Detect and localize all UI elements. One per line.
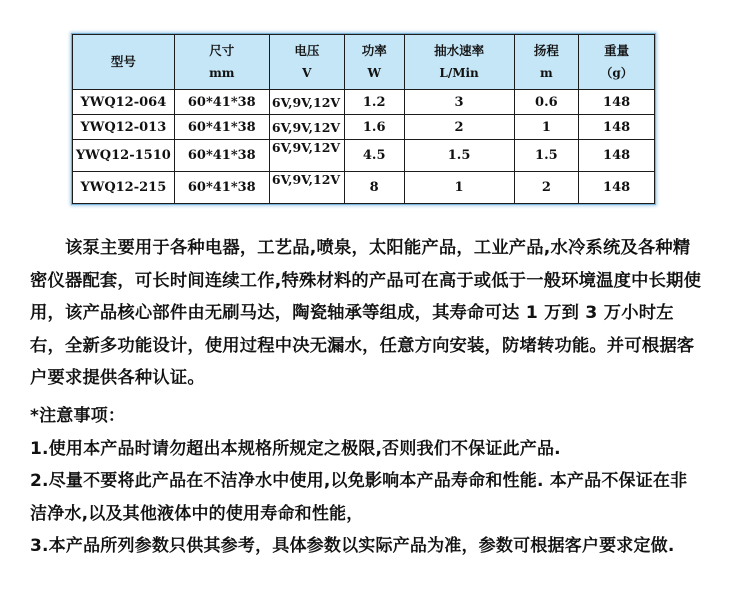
cell-weight: 148 xyxy=(579,90,655,115)
product-description: 该泵主要用于各种电器，工艺品,喷泉，太阳能产品，工业产品,水冷系统及各种精密仪器配套，可长时间连续工作,特殊材料的产品可在高于或低于一般环境温度中长期使用，该产品核心部件由无刷马达，陶瓷轴承等组成，其寿命可达 1 万到 3 万小时左右，全新多功能设计，使用过程中决无漏水，任意方向安装，防堵转功能。并可根据客户要求提供各种认证。 xyxy=(30,238,702,388)
cell-size: 60*41*38 xyxy=(174,90,269,115)
cell-voltage: 6V,9V,12V xyxy=(269,115,344,140)
table-row xyxy=(73,140,655,172)
header-size-unit: mm xyxy=(209,66,235,80)
header-voltage xyxy=(269,35,344,90)
header-weight-label: 重量 xyxy=(604,43,630,58)
note-item: 2.尽量不要将此产品在不洁净水中使用,以免影响本产品寿命和性能. 本产品不保证在非洁净水,以及其他液体中的使用寿命和性能， xyxy=(30,471,688,524)
table-header-row xyxy=(73,35,655,90)
spec-table xyxy=(72,34,655,204)
cell-voltage: 6V,9V,12V xyxy=(269,140,344,172)
cell-power: 1.2 xyxy=(344,90,404,115)
cell-power: 4.5 xyxy=(344,140,404,172)
cell-head: 1 xyxy=(514,115,579,140)
header-power-unit: W xyxy=(367,66,381,80)
table-row xyxy=(73,172,655,204)
cell-model: YWQ12-215 xyxy=(73,172,175,204)
header-power-label: 功率 xyxy=(361,43,387,58)
header-flow-unit: L/Min xyxy=(439,66,479,80)
header-voltage-label: 电压 xyxy=(294,43,320,58)
cell-model: YWQ12-1510 xyxy=(73,140,175,172)
header-size-label: 尺寸 xyxy=(209,43,235,58)
header-weight-unit: （g） xyxy=(600,66,633,80)
header-flow xyxy=(404,35,514,90)
cell-power: 8 xyxy=(344,172,404,204)
header-model-label: 型号 xyxy=(110,54,136,69)
header-head-unit: m xyxy=(540,66,553,80)
header-weight xyxy=(579,35,655,90)
cell-head: 1.5 xyxy=(514,140,579,172)
note-item: 3.本产品所列参数只供其参考，具体参数以实际产品为准，参数可根据客户要求定做. xyxy=(30,536,675,556)
cell-head: 2 xyxy=(514,172,579,204)
cell-weight: 148 xyxy=(579,140,655,172)
cell-flow: 3 xyxy=(404,90,514,115)
notes-section xyxy=(30,400,702,563)
cell-power: 1.6 xyxy=(344,115,404,140)
cell-model: YWQ12-064 xyxy=(73,90,175,115)
cell-flow: 1.5 xyxy=(404,140,514,172)
cell-weight: 148 xyxy=(579,115,655,140)
header-head-label: 扬程 xyxy=(533,43,559,58)
cell-voltage: 6V,9V,12V xyxy=(269,172,344,204)
cell-weight: 148 xyxy=(579,172,655,204)
header-head xyxy=(514,35,579,90)
cell-size: 60*41*38 xyxy=(174,172,269,204)
header-voltage-unit: V xyxy=(302,66,312,80)
cell-flow: 1 xyxy=(404,172,514,204)
cell-model: YWQ12-013 xyxy=(73,115,175,140)
cell-head: 0.6 xyxy=(514,90,579,115)
header-model xyxy=(73,35,175,90)
notes-title: *注意事项： xyxy=(30,406,126,426)
table-row xyxy=(73,115,655,140)
header-flow-label: 抽水速率 xyxy=(434,43,485,58)
cell-voltage: 6V,9V,12V xyxy=(269,90,344,115)
header-power xyxy=(344,35,404,90)
cell-size: 60*41*38 xyxy=(174,140,269,172)
cell-flow: 2 xyxy=(404,115,514,140)
header-size xyxy=(174,35,269,90)
table-row xyxy=(73,90,655,115)
cell-size: 60*41*38 xyxy=(174,115,269,140)
note-item: 1.使用本产品时请勿超出本规格所规定之极限,否则我们不保证此产品. xyxy=(30,438,561,459)
